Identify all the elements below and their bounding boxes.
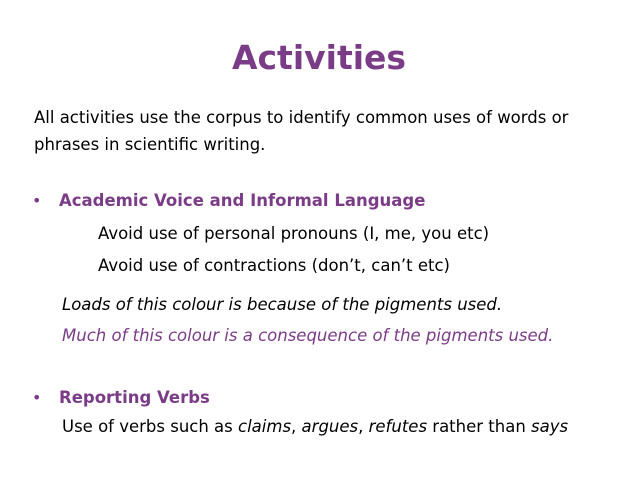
verb-argues: argues	[301, 417, 359, 436]
section-heading-reporting-verbs: Reporting Verbs	[59, 388, 210, 407]
example-academic-sentence: Much of this colour is a consequence of the pigments used.	[62, 326, 554, 345]
guideline-personal-pronouns: Avoid use of personal pronouns (I, me, you etc)	[98, 224, 490, 243]
bullet-marker-2: •	[32, 388, 42, 407]
sentence-text-1: Use of verbs such as	[62, 417, 239, 436]
verb-says: says	[531, 417, 569, 436]
bullet-marker-1: •	[32, 191, 42, 210]
example-informal-sentence: Loads of this colour is because of the pigments used.	[62, 295, 503, 314]
slide-title: Activities	[231, 38, 407, 77]
verb-claims: claims	[238, 417, 292, 436]
guideline-contractions: Avoid use of contractions (don’t, can’t etc)	[98, 256, 450, 275]
intro-paragraph: All activities use the corpus to identify common uses of words or phrases in scientific writing.	[34, 108, 569, 154]
reporting-verbs-sentence	[62, 416, 568, 438]
sentence-separator-1: ,	[291, 417, 302, 436]
verb-refutes: refutes	[368, 417, 428, 436]
sentence-separator-2: ,	[358, 417, 369, 436]
section-heading-academic-voice: Academic Voice and Informal Language	[59, 191, 426, 210]
sentence-text-2: rather than	[427, 417, 532, 436]
